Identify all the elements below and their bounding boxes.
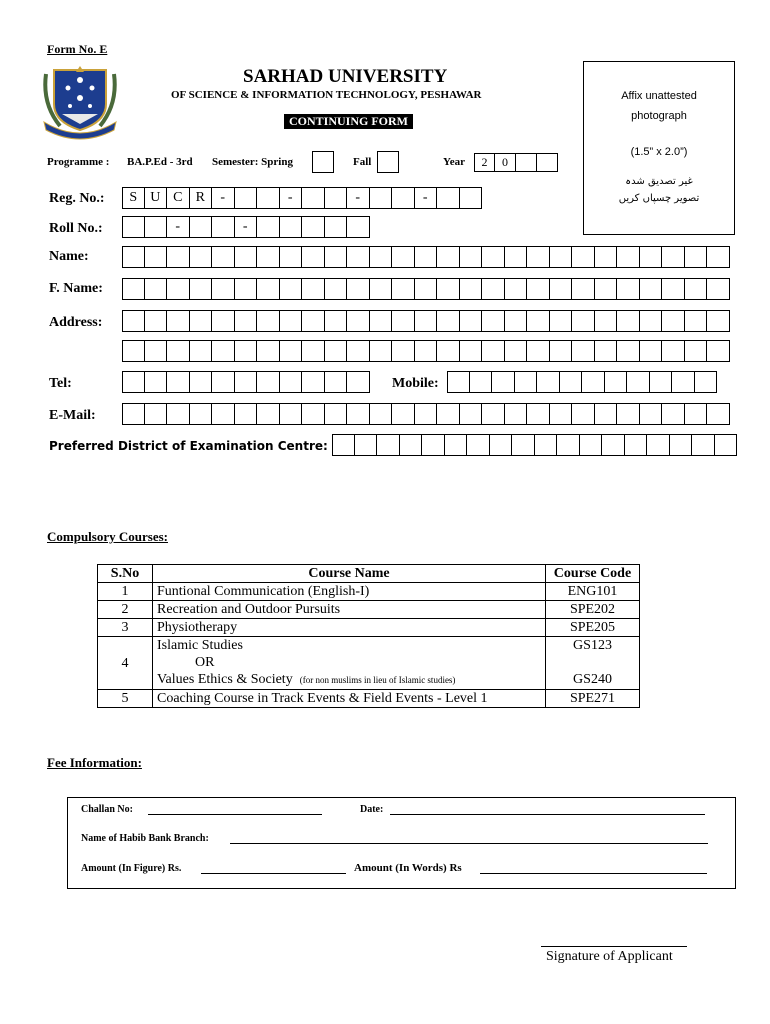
father-name-box[interactable] (527, 278, 550, 300)
district-box[interactable] (580, 434, 603, 456)
reg-char-box[interactable]: - (280, 187, 303, 209)
year-digit-3[interactable] (516, 153, 537, 172)
address-2-box[interactable] (662, 340, 685, 362)
year-boxes (474, 153, 558, 172)
reg-char-box[interactable] (257, 187, 280, 209)
address-2-box[interactable] (280, 340, 303, 362)
photo-urdu2: تصویر چسپاں کریں (618, 193, 700, 204)
name-label: Name: (49, 249, 89, 264)
roll-char-box[interactable] (212, 216, 235, 238)
father-name-box[interactable] (662, 278, 685, 300)
course-sno: 1 (98, 583, 153, 601)
address-boxes-2 (122, 340, 730, 362)
mobile-box[interactable] (470, 371, 493, 393)
tel-box[interactable] (145, 371, 168, 393)
address-2-box[interactable] (437, 340, 460, 362)
reg-char-box[interactable] (370, 187, 393, 209)
photo-line2: photograph (631, 110, 687, 122)
father-name-box[interactable] (325, 278, 348, 300)
university-name: SARHAD UNIVERSITY (243, 66, 448, 87)
email-box[interactable] (257, 403, 280, 425)
address-1-box[interactable] (595, 310, 618, 332)
address-2-box[interactable] (505, 340, 528, 362)
father-name-box[interactable] (437, 278, 460, 300)
course-code: SPE205 (546, 619, 640, 637)
district-box[interactable] (512, 434, 535, 456)
district-box[interactable] (467, 434, 490, 456)
mobile-box[interactable] (447, 371, 470, 393)
course-sno: 3 (98, 619, 153, 637)
mobile-label: Mobile: (392, 376, 439, 391)
district-label: Preferred District of Examination Centre: (49, 439, 328, 453)
signature-label: Signature of Applicant (546, 949, 673, 964)
address-2-box[interactable] (122, 340, 145, 362)
tel-box[interactable] (190, 371, 213, 393)
photo-box (583, 61, 735, 235)
address-2-box[interactable] (460, 340, 483, 362)
tel-boxes (122, 371, 370, 393)
courses-table (97, 564, 640, 708)
email-box[interactable] (190, 403, 213, 425)
year-digit-2[interactable]: 0 (495, 153, 516, 172)
address-2-box[interactable] (347, 340, 370, 362)
father-name-box[interactable] (505, 278, 528, 300)
father-name-box[interactable] (347, 278, 370, 300)
roll-char-box[interactable] (302, 216, 325, 238)
course-name: Recreation and Outdoor Pursuits (153, 601, 546, 619)
address-2-box[interactable] (235, 340, 258, 362)
course-code: SPE271 (546, 690, 640, 708)
photo-urdu1: غیر تصدیق شدہ (625, 176, 693, 187)
form-number: Form No. E (47, 42, 108, 56)
address-1-box[interactable] (145, 310, 168, 332)
address-1-box[interactable] (212, 310, 235, 332)
roll-char-box[interactable] (280, 216, 303, 238)
mobile-box[interactable] (537, 371, 560, 393)
tel-box[interactable] (212, 371, 235, 393)
course-sno: 2 (98, 601, 153, 619)
father-name-box[interactable] (145, 278, 168, 300)
mobile-box[interactable] (627, 371, 650, 393)
course-name: Coaching Course in Track Events & Field Events - Level 1 (153, 690, 546, 708)
email-box[interactable] (617, 403, 640, 425)
district-box[interactable] (377, 434, 400, 456)
email-box[interactable] (392, 403, 415, 425)
reg-char-box[interactable] (437, 187, 460, 209)
course-code: ENG101 (546, 583, 640, 601)
father-name-box[interactable] (190, 278, 213, 300)
university-logo (40, 64, 120, 140)
courses-heading: Compulsory Courses: (47, 529, 168, 544)
name-box[interactable] (145, 246, 168, 268)
name-box[interactable] (437, 246, 460, 268)
father-name-box[interactable] (302, 278, 325, 300)
date-input[interactable] (390, 804, 705, 815)
mobile-box[interactable] (672, 371, 695, 393)
challan-input[interactable] (148, 804, 322, 815)
address-1-box[interactable] (482, 310, 505, 332)
roll-char-box[interactable] (325, 216, 348, 238)
email-box[interactable] (640, 403, 663, 425)
col-code-header: Course Code (546, 565, 640, 583)
district-box[interactable] (535, 434, 558, 456)
address-1-box[interactable] (122, 310, 145, 332)
address-1-box[interactable] (415, 310, 438, 332)
tel-box[interactable] (122, 371, 145, 393)
father-name-box[interactable] (595, 278, 618, 300)
table-row (98, 690, 640, 708)
bank-branch-label: Name of Habib Bank Branch: (81, 833, 209, 844)
email-box[interactable] (212, 403, 235, 425)
amount-words-input[interactable] (480, 863, 707, 874)
email-box[interactable] (482, 403, 505, 425)
name-box[interactable] (482, 246, 505, 268)
amount-words-label: Amount (In Words) Rs (354, 862, 462, 874)
fall-label: Fall (353, 156, 372, 168)
father-name-box[interactable] (482, 278, 505, 300)
email-box[interactable] (527, 403, 550, 425)
address-2-box[interactable] (572, 340, 595, 362)
email-box[interactable] (707, 403, 730, 425)
roll-char-box[interactable]: - (235, 216, 258, 238)
col-name-header: Course Name (153, 565, 546, 583)
address-1-box[interactable] (235, 310, 258, 332)
district-box[interactable] (422, 434, 445, 456)
email-label: E-Mail: (49, 408, 96, 423)
roll-char-box[interactable] (190, 216, 213, 238)
email-box[interactable] (505, 403, 528, 425)
father-name-box[interactable] (460, 278, 483, 300)
district-box[interactable] (355, 434, 378, 456)
email-box[interactable] (572, 403, 595, 425)
father-name-box[interactable] (685, 278, 708, 300)
address-1-box[interactable] (707, 310, 730, 332)
address-1-box[interactable] (550, 310, 573, 332)
father-name-box[interactable] (550, 278, 573, 300)
father-name-box[interactable] (280, 278, 303, 300)
fee-box (67, 797, 736, 889)
district-box[interactable] (400, 434, 423, 456)
roll-no-boxes (122, 216, 370, 238)
district-box[interactable] (332, 434, 355, 456)
district-box[interactable] (445, 434, 468, 456)
course-name: Physiotherapy (153, 619, 546, 637)
amount-figure-input[interactable] (201, 863, 346, 874)
address-1-box[interactable] (302, 310, 325, 332)
course-name-2: Values Ethics & Society (157, 672, 293, 687)
address-2-box[interactable] (550, 340, 573, 362)
photo-size: (1.5” x 2.0”) (630, 146, 688, 158)
address-1-box[interactable] (392, 310, 415, 332)
address-1-box[interactable] (640, 310, 663, 332)
course-code: SPE202 (546, 601, 640, 619)
name-box[interactable] (280, 246, 303, 268)
roll-char-box[interactable] (347, 216, 370, 238)
district-box[interactable] (647, 434, 670, 456)
address-1-box[interactable] (685, 310, 708, 332)
challan-label: Challan No: (81, 804, 133, 815)
address-2-box[interactable] (617, 340, 640, 362)
reg-char-box[interactable]: C (167, 187, 190, 209)
mobile-box[interactable] (605, 371, 628, 393)
address-1-box[interactable] (460, 310, 483, 332)
course-sno: 4 (98, 637, 153, 690)
name-box[interactable] (167, 246, 190, 268)
father-name-box[interactable] (212, 278, 235, 300)
address-2-box[interactable] (302, 340, 325, 362)
year-digit-1[interactable]: 2 (474, 153, 495, 172)
district-box[interactable] (490, 434, 513, 456)
district-box[interactable] (692, 434, 715, 456)
name-boxes (122, 246, 730, 268)
course-name-1: Islamic Studies (157, 638, 243, 653)
address-2-box[interactable] (685, 340, 708, 362)
father-name-box[interactable] (167, 278, 190, 300)
roll-char-box[interactable] (122, 216, 145, 238)
name-box[interactable] (212, 246, 235, 268)
programme-label: Programme : (47, 156, 110, 168)
name-box[interactable] (572, 246, 595, 268)
name-box[interactable] (550, 246, 573, 268)
email-box[interactable] (280, 403, 303, 425)
address-1-box[interactable] (190, 310, 213, 332)
roll-char-box[interactable] (145, 216, 168, 238)
name-box[interactable] (325, 246, 348, 268)
address-1-box[interactable] (370, 310, 393, 332)
address-2-box[interactable] (325, 340, 348, 362)
address-2-box[interactable] (595, 340, 618, 362)
name-box[interactable] (257, 246, 280, 268)
table-row (98, 583, 640, 601)
email-box[interactable] (662, 403, 685, 425)
roll-char-box[interactable] (257, 216, 280, 238)
amount-figure-label: Amount (In Figure) Rs. (81, 863, 182, 874)
name-box[interactable] (122, 246, 145, 268)
mobile-boxes (447, 371, 717, 393)
email-box[interactable] (235, 403, 258, 425)
father-name-box[interactable] (707, 278, 730, 300)
district-box[interactable] (557, 434, 580, 456)
district-box[interactable] (602, 434, 625, 456)
table-row (98, 601, 640, 619)
address-2-box[interactable] (707, 340, 730, 362)
tel-label: Tel: (49, 376, 72, 391)
father-name-box[interactable] (122, 278, 145, 300)
name-box[interactable] (505, 246, 528, 268)
reg-char-box[interactable]: S (122, 187, 145, 209)
father-name-box[interactable] (617, 278, 640, 300)
email-box[interactable] (550, 403, 573, 425)
district-box[interactable] (625, 434, 648, 456)
address-2-box[interactable] (145, 340, 168, 362)
bank-branch-input[interactable] (230, 833, 708, 844)
date-label: Date: (360, 804, 384, 815)
tel-box[interactable] (257, 371, 280, 393)
father-name-box[interactable] (415, 278, 438, 300)
address-1-box[interactable] (257, 310, 280, 332)
name-box[interactable] (662, 246, 685, 268)
address-2-box[interactable] (527, 340, 550, 362)
roll-no-label: Roll No.: (49, 221, 103, 236)
email-box[interactable] (302, 403, 325, 425)
father-name-box[interactable] (572, 278, 595, 300)
father-name-label: F. Name: (49, 281, 103, 296)
email-box[interactable] (145, 403, 168, 425)
signature-line[interactable] (541, 946, 687, 947)
name-box[interactable] (685, 246, 708, 268)
reg-char-box[interactable] (392, 187, 415, 209)
mobile-box[interactable] (650, 371, 673, 393)
email-box[interactable] (347, 403, 370, 425)
email-box[interactable] (595, 403, 618, 425)
reg-char-box[interactable]: - (212, 187, 235, 209)
name-box[interactable] (370, 246, 393, 268)
name-box[interactable] (347, 246, 370, 268)
mobile-box[interactable] (515, 371, 538, 393)
reg-char-box[interactable]: - (347, 187, 370, 209)
name-box[interactable] (640, 246, 663, 268)
father-name-box[interactable] (235, 278, 258, 300)
name-box[interactable] (392, 246, 415, 268)
father-name-box[interactable] (392, 278, 415, 300)
email-box[interactable] (370, 403, 393, 425)
district-box[interactable] (670, 434, 693, 456)
name-box[interactable] (595, 246, 618, 268)
course-code-pair (546, 637, 640, 690)
address-2-box[interactable] (370, 340, 393, 362)
email-box[interactable] (460, 403, 483, 425)
address-boxes-1 (122, 310, 730, 332)
course-name-islamic (153, 637, 546, 690)
address-1-box[interactable] (347, 310, 370, 332)
reg-char-box[interactable]: - (415, 187, 438, 209)
course-note: (for non muslims in lieu of Islamic studies) (299, 675, 456, 685)
name-box[interactable] (460, 246, 483, 268)
address-2-box[interactable] (415, 340, 438, 362)
programme-value: BA.P.Ed - 3rd (127, 156, 193, 168)
table-row (98, 637, 640, 690)
father-name-boxes (122, 278, 730, 300)
name-box[interactable] (527, 246, 550, 268)
address-2-box[interactable] (640, 340, 663, 362)
address-2-box[interactable] (212, 340, 235, 362)
spring-checkbox[interactable] (312, 151, 334, 173)
father-name-box[interactable] (370, 278, 393, 300)
email-box[interactable] (167, 403, 190, 425)
tel-box[interactable] (302, 371, 325, 393)
address-1-box[interactable] (280, 310, 303, 332)
district-box[interactable] (715, 434, 738, 456)
mobile-box[interactable] (695, 371, 718, 393)
address-1-box[interactable] (437, 310, 460, 332)
name-box[interactable] (190, 246, 213, 268)
district-boxes (332, 434, 737, 456)
address-1-box[interactable] (617, 310, 640, 332)
reg-char-box[interactable]: U (145, 187, 168, 209)
address-2-box[interactable] (257, 340, 280, 362)
university-subtitle: OF SCIENCE & INFORMATION TECHNOLOGY, PESHAWAR (171, 89, 482, 101)
reg-char-box[interactable] (460, 187, 483, 209)
address-1-box[interactable] (662, 310, 685, 332)
tel-box[interactable] (325, 371, 348, 393)
course-or: OR (195, 655, 215, 670)
email-box[interactable] (685, 403, 708, 425)
address-1-box[interactable] (325, 310, 348, 332)
tel-box[interactable] (347, 371, 370, 393)
form-type-badge: CONTINUING FORM (284, 114, 413, 129)
reg-no-label: Reg. No.: (49, 191, 105, 206)
course-code-2: GS240 (573, 672, 612, 687)
tel-box[interactable] (235, 371, 258, 393)
email-boxes (122, 403, 730, 425)
reg-char-box[interactable]: R (190, 187, 213, 209)
father-name-box[interactable] (640, 278, 663, 300)
address-2-box[interactable] (482, 340, 505, 362)
name-box[interactable] (415, 246, 438, 268)
year-label: Year (443, 156, 465, 168)
name-box[interactable] (707, 246, 730, 268)
address-label: Address: (49, 315, 103, 330)
col-sno-header: S.No (98, 565, 153, 583)
email-box[interactable] (415, 403, 438, 425)
course-name: Funtional Communication (English-I) (153, 583, 546, 601)
address-2-box[interactable] (392, 340, 415, 362)
reg-no-boxes (122, 187, 482, 209)
tel-box[interactable] (280, 371, 303, 393)
address-1-box[interactable] (505, 310, 528, 332)
fall-checkbox[interactable] (377, 151, 399, 173)
mobile-box[interactable] (582, 371, 605, 393)
name-box[interactable] (302, 246, 325, 268)
tel-box[interactable] (167, 371, 190, 393)
photo-line1: Affix unattested (621, 90, 697, 102)
roll-char-box[interactable]: - (167, 216, 190, 238)
reg-char-box[interactable] (235, 187, 258, 209)
year-digit-4[interactable] (537, 153, 558, 172)
address-1-box[interactable] (167, 310, 190, 332)
course-name-2-wrap (157, 671, 541, 689)
mobile-box[interactable] (492, 371, 515, 393)
father-name-box[interactable] (257, 278, 280, 300)
email-box[interactable] (122, 403, 145, 425)
course-code-1: GS123 (573, 638, 612, 653)
semester-spring-label: Semester: Spring (212, 156, 293, 168)
reg-char-box[interactable] (325, 187, 348, 209)
fee-heading: Fee Information: (47, 755, 142, 770)
address-2-box[interactable] (167, 340, 190, 362)
name-box[interactable] (235, 246, 258, 268)
reg-char-box[interactable] (302, 187, 325, 209)
address-1-box[interactable] (572, 310, 595, 332)
mobile-box[interactable] (560, 371, 583, 393)
course-sno: 5 (98, 690, 153, 708)
table-row (98, 619, 640, 637)
email-box[interactable] (437, 403, 460, 425)
address-1-box[interactable] (527, 310, 550, 332)
name-box[interactable] (617, 246, 640, 268)
email-box[interactable] (325, 403, 348, 425)
address-2-box[interactable] (190, 340, 213, 362)
